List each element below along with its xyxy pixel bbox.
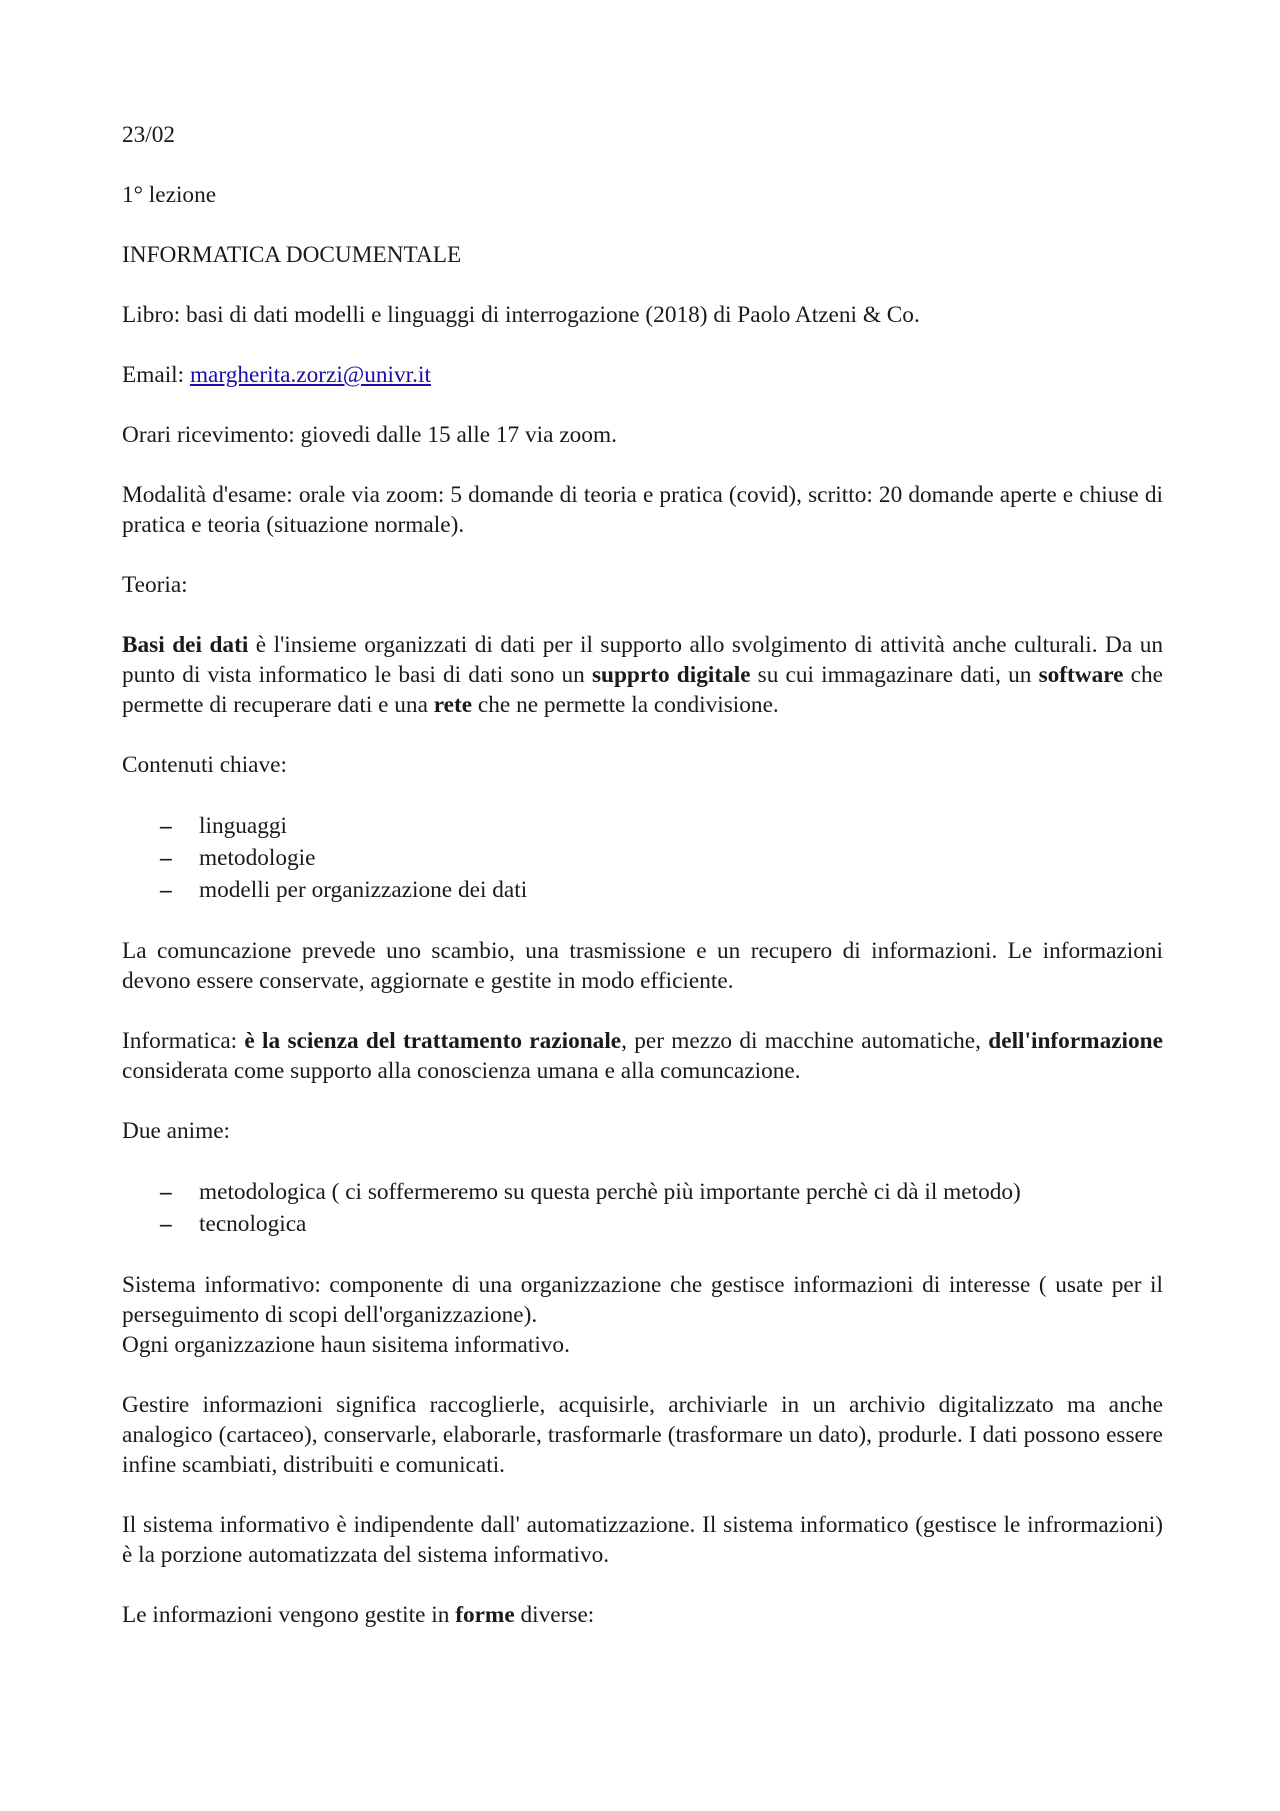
informatics-bold-1: è la scienza del trattamento razionale	[244, 1028, 622, 1054]
managing-information-paragraph: Gestire informazioni significa raccoglierle, acquisirle, archiviarle in un archivio digitalizzato ma anche analogico (cartaceo), conservarle, elaborarle, trasformarle (trasformare un dato), produrle. I dati possono essere infine scambiati, distribuiti e comunicati.	[122, 1392, 1163, 1478]
dash-bullet: –	[160, 1211, 172, 1237]
textbook-line: Libro: basi di dati modelli e linguaggi di interrogazione (2018) di Paolo Atzeni & Co.	[122, 302, 920, 328]
databases-text-2: su cui immagazinare dati, un	[750, 662, 1039, 688]
dash-bullet: –	[160, 877, 172, 903]
informatics-text-1: Informatica:	[122, 1028, 245, 1054]
course-title: INFORMATICA DOCUMENTALE	[122, 242, 462, 268]
theory-heading: Teoria:	[122, 572, 188, 598]
databases-text-4: che ne permette la condivisione.	[472, 692, 779, 718]
list-item-text: metodologie	[199, 845, 316, 871]
list-item-text: linguaggi	[199, 813, 288, 839]
informatics-text-3: considerata come supporto alla conoscienza umana e alla comuncazione.	[122, 1058, 801, 1084]
forms-text-1: Le informazioni vengono gestite in	[122, 1602, 456, 1628]
lesson-number: 1° lezione	[122, 182, 217, 208]
forms-line	[122, 1600, 1163, 1630]
informatics-definition	[122, 1026, 1163, 1086]
databases-bold-network: rete	[433, 692, 473, 718]
list-item	[122, 1176, 1163, 1208]
list-item-text: tecnologica	[199, 1211, 307, 1237]
informatics-bold-2: dell'informazione	[988, 1028, 1163, 1054]
info-system-definition: Sistema informativo: componente di una organizzazione che gestisce informazioni di interesse ( usate per il perseguimento di scopi dell'organizzazione).	[122, 1272, 1163, 1328]
lesson-date: 23/02	[122, 122, 176, 148]
databases-text-3: che permette di recuperare dati e una	[122, 662, 1163, 718]
list-item	[122, 842, 1163, 874]
list-item	[122, 1208, 1163, 1240]
email-label: Email:	[122, 362, 190, 388]
list-item	[122, 874, 1163, 906]
email-line	[122, 360, 1163, 390]
databases-text-1: è l'insieme organizzati di dati per il supporto allo svolgimento di attività anche culturali. Da un punto di vista informatico le basi di dati sono un	[122, 632, 1163, 688]
databases-term: Basi dei dati	[122, 632, 249, 658]
independence-paragraph: Il sistema informativo è indipendente dall' automatizzazione. Il sistema informatico (gestisce le infrormazioni) è la porzione automatizzata del sistema informativo.	[122, 1512, 1163, 1568]
exam-modality: Modalità d'esame: orale via zoom: 5 domande di teoria e pratica (covid), scritto: 20 domande aperte e chiuse di pratica e teoria (situazione normale).	[122, 482, 1163, 538]
dash-bullet: –	[160, 845, 172, 871]
forms-text-2: diverse:	[514, 1602, 595, 1628]
dash-bullet: –	[160, 813, 172, 839]
office-hours: Orari ricevimento: giovedi dalle 15 alle 17 via zoom.	[122, 422, 617, 448]
two-souls-list	[122, 1176, 1163, 1240]
list-item	[122, 810, 1163, 842]
communication-paragraph: La comuncazione prevede uno scambio, una trasmissione e un recupero di informazioni. Le informazioni devono essere conservate, aggiornate e gestite in modo efficiente.	[122, 938, 1163, 994]
databases-bold-software: software	[1038, 662, 1124, 688]
list-item-text: metodologica ( ci soffermeremo su questa perchè più importante perchè ci dà il metodo)	[199, 1179, 1021, 1205]
databases-paragraph	[122, 630, 1163, 720]
list-item-text: modelli per organizzazione dei dati	[199, 877, 528, 903]
key-contents-list	[122, 810, 1163, 906]
email-link[interactable]: margherita.zorzi@univr.it	[189, 362, 431, 388]
two-souls-heading: Due anime:	[122, 1118, 231, 1144]
info-system-note: Ogni organizzazione haun sisitema informativo.	[122, 1332, 570, 1358]
forms-bold: forme	[455, 1602, 515, 1628]
databases-bold-digital-support: supprto digitale	[591, 662, 751, 688]
key-contents-heading: Contenuti chiave:	[122, 752, 287, 778]
dash-bullet: –	[160, 1179, 172, 1205]
informatics-text-2: , per mezzo di macchine automatiche,	[621, 1028, 989, 1054]
